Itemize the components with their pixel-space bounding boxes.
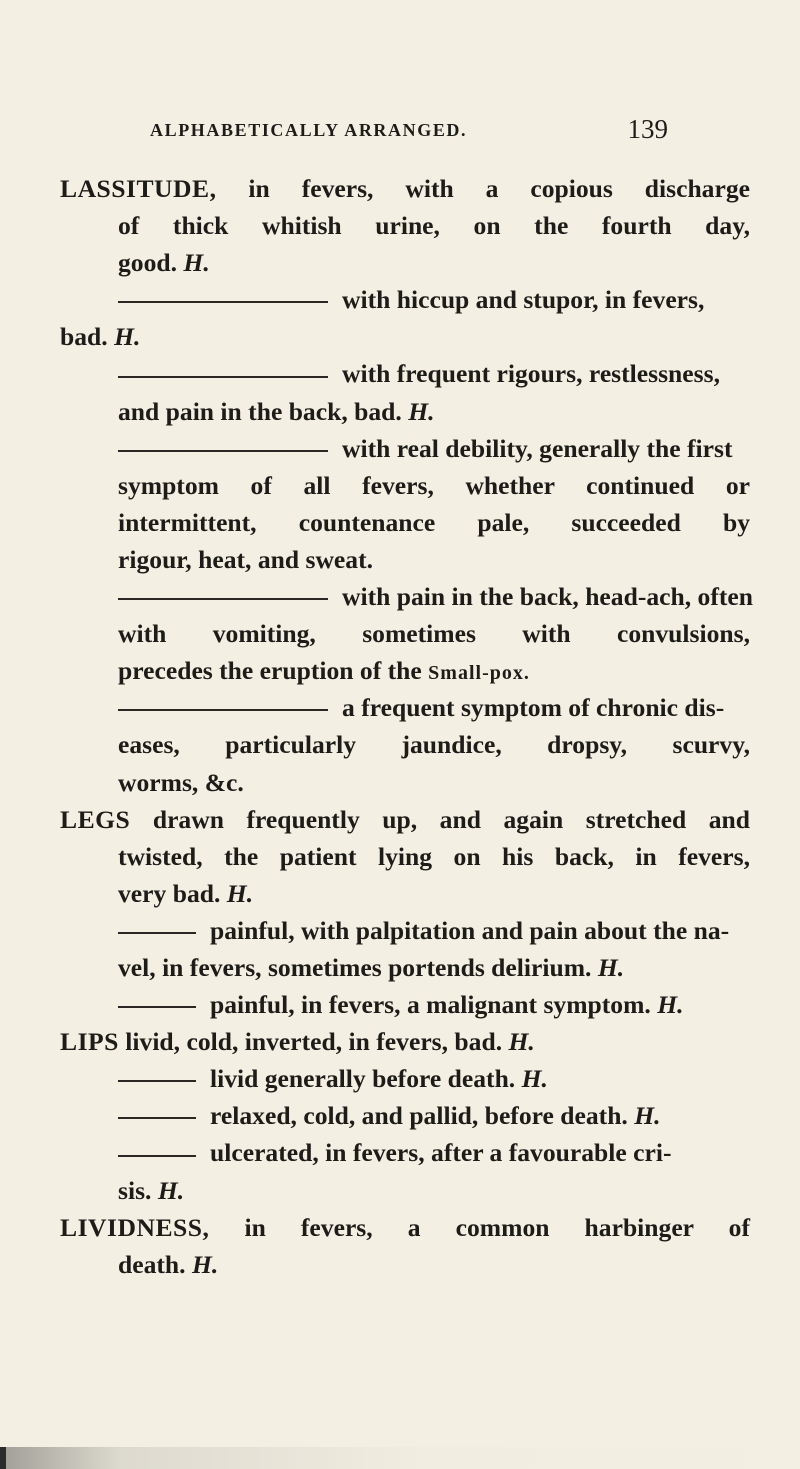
text-line: with frequent rigours, restlessness, xyxy=(60,355,750,392)
source-citation: H. xyxy=(597,952,625,982)
headword: LIPS xyxy=(60,1027,119,1057)
text-line: painful, with palpitation and pain about the na- xyxy=(60,912,750,949)
text-line: LEGS drawn frequently up, and again stretched and xyxy=(60,804,750,834)
text-line: of thick whitish urine, on the fourth day, xyxy=(118,211,750,241)
repeat-dash xyxy=(118,450,328,452)
page-number: 139 xyxy=(627,114,668,144)
repeat-dash xyxy=(118,932,196,934)
source-citation: H. xyxy=(157,1175,185,1205)
text-line: vel, in fevers, sometimes portends delirium. H. xyxy=(118,952,625,982)
headword: LEGS xyxy=(60,804,131,834)
source-citation: H. xyxy=(191,1249,219,1279)
source-citation: H. xyxy=(114,322,141,352)
text-line: a frequent symptom of chronic dis- xyxy=(60,689,750,726)
headword: LASSITUDE, xyxy=(60,174,217,203)
text-line: rigour, heat, and sweat. xyxy=(118,544,373,574)
text-line: LASSITUDE, in fevers, with a copious discharge xyxy=(60,174,750,203)
source-citation: H. xyxy=(634,1101,661,1131)
text-line: LIPS livid, cold, inverted, in fevers, bad. H. xyxy=(60,1027,535,1057)
text-line: worms, &c. xyxy=(118,767,244,797)
text-line: intermittent, countenance pale, succeeded by xyxy=(118,507,750,537)
repeat-dash xyxy=(118,1006,196,1008)
text-line: eases, particularly jaundice, dropsy, scurvy, xyxy=(118,730,750,760)
repeat-dash xyxy=(118,598,328,600)
repeat-dash xyxy=(118,1117,196,1119)
repeat-dash xyxy=(118,709,328,711)
text-line: good. H. xyxy=(118,248,210,278)
text-line: precedes the eruption of the Small-pox. xyxy=(118,656,530,686)
headword: LIVIDNESS, xyxy=(60,1212,210,1242)
small-caps-term: Small-pox. xyxy=(428,662,530,685)
source-citation: H. xyxy=(508,1027,535,1057)
running-title: ALPHABETICALLY ARRANGED. xyxy=(150,120,468,140)
text-line: death. H. xyxy=(118,1249,219,1279)
text-line: relaxed, cold, and pallid, before death. H. xyxy=(60,1097,750,1134)
repeat-dash xyxy=(118,301,328,303)
source-citation: H. xyxy=(183,248,210,278)
entry-list xyxy=(60,170,753,1283)
text-line: painful, in fevers, a malignant symptom. H. xyxy=(60,986,750,1023)
source-citation: H. xyxy=(657,990,684,1020)
source-citation: H. xyxy=(408,396,435,426)
repeat-dash xyxy=(118,1155,196,1157)
repeat-dash xyxy=(118,376,328,378)
text-line: with real debility, generally the first xyxy=(60,430,750,467)
source-citation: H. xyxy=(226,878,254,908)
text-line: bad. H. xyxy=(60,322,141,352)
text-line: symptom of all fevers, whether continued or xyxy=(118,470,750,500)
text-line: and pain in the back, bad. H. xyxy=(118,396,435,426)
text-line: with hiccup and stupor, in fevers, xyxy=(60,281,750,318)
text-line: LIVIDNESS, in fevers, a common harbinger of xyxy=(60,1212,750,1242)
scan-edge-shadow xyxy=(0,1447,800,1469)
text-line: very bad. H. xyxy=(118,878,254,908)
source-citation: H. xyxy=(521,1064,548,1094)
scan-edge-mark xyxy=(0,1447,6,1469)
repeat-dash xyxy=(118,1080,196,1082)
text-line: sis. H. xyxy=(118,1175,185,1205)
running-head xyxy=(150,114,670,148)
text-line: with vomiting, sometimes with convulsions, xyxy=(118,619,750,649)
text-line: twisted, the patient lying on his back, in fevers, xyxy=(118,841,750,871)
text-line: with pain in the back, head-ach, often xyxy=(60,578,750,615)
text-line: livid generally before death. H. xyxy=(60,1060,750,1097)
text-line: ulcerated, in fevers, after a favourable cri- xyxy=(60,1134,750,1171)
